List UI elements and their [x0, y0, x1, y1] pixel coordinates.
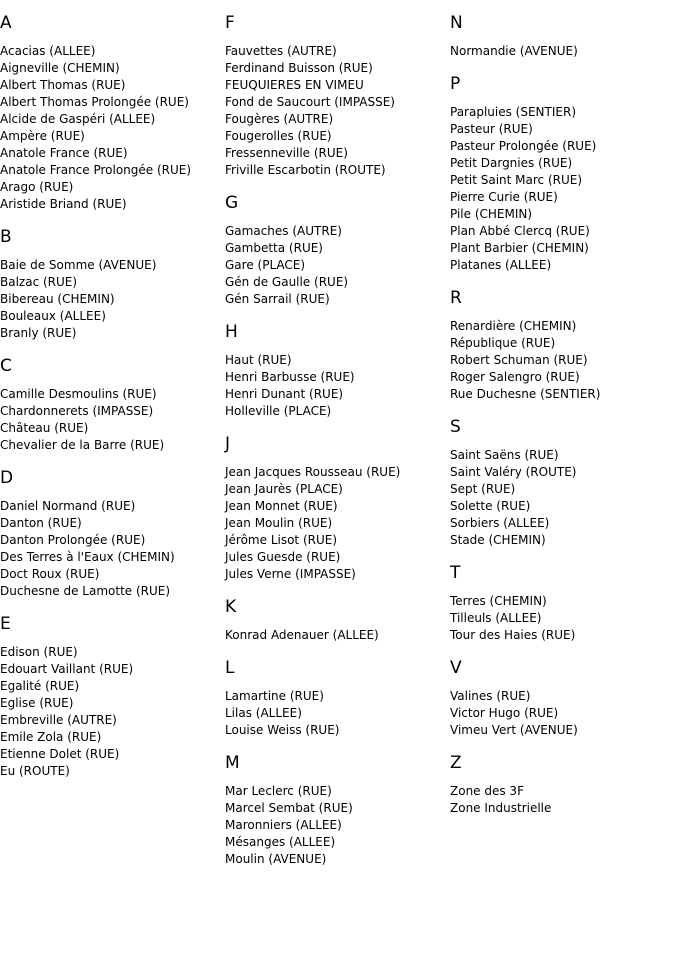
street-name: Solette (RUE)	[450, 499, 531, 513]
section-letter-heading: C	[0, 356, 12, 376]
street-list	[0, 644, 225, 780]
section-letter-heading: A	[0, 13, 12, 33]
street-name: Bouleaux (ALLEE)	[0, 309, 106, 323]
letter-section	[0, 13, 225, 213]
street-name: Danton (RUE)	[0, 516, 82, 530]
street-name: Aristide Briand (RUE)	[0, 197, 127, 211]
street-name: Anatole France Prolongée (RUE)	[0, 163, 192, 177]
letter-section	[225, 322, 450, 420]
section-letter-heading: B	[0, 227, 12, 247]
index-column	[0, 13, 225, 882]
street-name: Lamartine (RUE)	[225, 689, 324, 703]
letter-section	[450, 74, 675, 274]
street-name: Chardonnerets (IMPASSE)	[0, 404, 154, 418]
street-list	[450, 104, 675, 274]
street-name: Mésanges (ALLEE)	[225, 835, 336, 849]
street-name: Pile (CHEMIN)	[450, 207, 533, 221]
street-name: Château (RUE)	[0, 421, 89, 435]
street-name: Des Terres à l'Eaux (CHEMIN)	[0, 550, 175, 564]
street-name: Fougerolles (RUE)	[225, 129, 332, 143]
street-name: Duchesne de Lamotte (RUE)	[0, 584, 171, 598]
street-name: Etienne Dolet (RUE)	[0, 747, 120, 761]
section-letter-heading: P	[450, 74, 461, 94]
street-name: Egalité (RUE)	[0, 679, 80, 693]
street-list	[0, 257, 225, 342]
street-list	[450, 688, 675, 739]
street-name: Fauvettes (AUTRE)	[225, 44, 337, 58]
letter-section	[450, 563, 675, 644]
street-name: Platanes (ALLEE)	[450, 258, 552, 272]
street-name: Terres (CHEMIN)	[450, 594, 547, 608]
letter-section	[450, 658, 675, 739]
street-list	[0, 386, 225, 454]
street-list	[0, 43, 225, 213]
street-list	[0, 498, 225, 600]
street-name: Haut (RUE)	[225, 353, 292, 367]
street-name: Jules Guesde (RUE)	[225, 550, 341, 564]
letter-section	[450, 417, 675, 549]
street-name: Anatole France (RUE)	[0, 146, 128, 160]
street-name: Pasteur Prolongée (RUE)	[450, 139, 597, 153]
street-name: Jean Jaurès (PLACE)	[225, 482, 343, 496]
street-name: Normandie (AVENUE)	[450, 44, 578, 58]
street-name: Mar Leclerc (RUE)	[225, 784, 332, 798]
street-name: Jean Monnet (RUE)	[225, 499, 338, 513]
letter-section	[0, 356, 225, 454]
street-name: FEUQUIERES EN VIMEU	[225, 78, 364, 92]
letter-section	[225, 658, 450, 739]
street-name: Balzac (RUE)	[0, 275, 78, 289]
section-letter-heading: S	[450, 417, 461, 437]
index-column	[450, 13, 675, 882]
street-list	[450, 318, 675, 403]
street-name: Sept (RUE)	[450, 482, 516, 496]
street-name: Saint Valéry (ROUTE)	[450, 465, 577, 479]
section-letter-heading: M	[225, 753, 240, 773]
street-name: Alcide de Gaspéri (ALLEE)	[0, 112, 156, 126]
street-list	[225, 43, 450, 179]
street-name: Chevalier de la Barre (RUE)	[0, 438, 165, 452]
street-list	[225, 464, 450, 583]
section-letter-heading: T	[450, 563, 461, 583]
street-name: Plant Barbier (CHEMIN)	[450, 241, 589, 255]
street-list	[225, 223, 450, 308]
street-name: Roger Salengro (RUE)	[450, 370, 580, 384]
street-name: Henri Dunant (RUE)	[225, 387, 344, 401]
section-letter-heading: K	[225, 597, 237, 617]
letter-section	[450, 13, 675, 60]
street-name: Fond de Saucourt (IMPASSE)	[225, 95, 395, 109]
section-letter-heading: J	[225, 434, 231, 454]
street-list	[225, 783, 450, 868]
section-letter-heading: G	[225, 193, 239, 213]
street-name: Pasteur (RUE)	[450, 122, 533, 136]
letter-section	[225, 193, 450, 308]
street-name: Gén Sarrail (RUE)	[225, 292, 330, 306]
street-name: Gén de Gaulle (RUE)	[225, 275, 349, 289]
letter-section	[0, 468, 225, 600]
street-name: Gare (PLACE)	[225, 258, 306, 272]
section-letter-heading: H	[225, 322, 238, 342]
street-name: Branly (RUE)	[0, 326, 77, 340]
street-name: Lilas (ALLEE)	[225, 706, 302, 720]
street-list	[225, 688, 450, 739]
street-name: Robert Schuman (RUE)	[450, 353, 588, 367]
letter-section	[0, 227, 225, 342]
street-name: Rue Duchesne (SENTIER)	[450, 387, 601, 401]
street-name: Saint Saëns (RUE)	[450, 448, 559, 462]
section-letter-heading: N	[450, 13, 463, 33]
street-name: Gamaches (AUTRE)	[225, 224, 342, 238]
street-name: Pierre Curie (RUE)	[450, 190, 558, 204]
street-list	[225, 627, 450, 644]
street-name: Tilleuls (ALLEE)	[450, 611, 542, 625]
street-name: Friville Escarbotin (ROUTE)	[225, 163, 386, 177]
street-name: Edouart Vaillant (RUE)	[0, 662, 134, 676]
street-name: Jean Moulin (RUE)	[225, 516, 333, 530]
street-name: Zone Industrielle	[450, 801, 552, 815]
street-name: Baie de Somme (AVENUE)	[0, 258, 157, 272]
letter-section	[225, 753, 450, 868]
street-name: Eglise (RUE)	[0, 696, 74, 710]
street-name: Marcel Sembat (RUE)	[225, 801, 353, 815]
street-name: Ampère (RUE)	[0, 129, 85, 143]
street-list	[450, 783, 675, 817]
street-name: Renardière (CHEMIN)	[450, 319, 577, 333]
street-name: Konrad Adenauer (ALLEE)	[225, 628, 379, 642]
section-letter-heading: E	[0, 614, 11, 634]
street-list	[450, 43, 675, 60]
street-name: Petit Saint Marc (RUE)	[450, 173, 583, 187]
street-name: Louise Weiss (RUE)	[225, 723, 340, 737]
street-name: Gambetta (RUE)	[225, 241, 323, 255]
letter-section	[225, 13, 450, 179]
street-name: Edison (RUE)	[0, 645, 78, 659]
street-name: Zone des 3F	[450, 784, 524, 798]
street-name: Jean Jacques Rousseau (RUE)	[225, 465, 401, 479]
street-name: Ferdinand Buisson (RUE)	[225, 61, 373, 75]
street-name: République (RUE)	[450, 336, 556, 350]
street-name: Embreville (AUTRE)	[0, 713, 117, 727]
index-column	[225, 13, 450, 882]
street-name: Maronniers (ALLEE)	[225, 818, 342, 832]
letter-section	[225, 597, 450, 644]
street-list	[450, 593, 675, 644]
street-name: Henri Barbusse (RUE)	[225, 370, 355, 384]
street-name: Camille Desmoulins (RUE)	[0, 387, 157, 401]
street-name: Arago (RUE)	[0, 180, 74, 194]
street-name: Valines (RUE)	[450, 689, 531, 703]
street-name: Victor Hugo (RUE)	[450, 706, 559, 720]
street-name: Bibereau (CHEMIN)	[0, 292, 115, 306]
letter-section	[0, 614, 225, 780]
street-name: Emile Zola (RUE)	[0, 730, 102, 744]
street-name: Jules Verne (IMPASSE)	[225, 567, 356, 581]
street-name: Albert Thomas (RUE)	[0, 78, 126, 92]
section-letter-heading: R	[450, 288, 462, 308]
street-name: Doct Roux (RUE)	[0, 567, 100, 581]
street-name: Albert Thomas Prolongée (RUE)	[0, 95, 189, 109]
street-name: Vimeu Vert (AVENUE)	[450, 723, 578, 737]
street-name: Aigneville (CHEMIN)	[0, 61, 120, 75]
section-letter-heading: V	[450, 658, 462, 678]
street-name: Acacias (ALLEE)	[0, 44, 96, 58]
street-name: Moulin (AVENUE)	[225, 852, 327, 866]
section-letter-heading: D	[0, 468, 14, 488]
street-name: Eu (ROUTE)	[0, 764, 70, 778]
section-letter-heading: L	[225, 658, 235, 678]
street-name: Stade (CHEMIN)	[450, 533, 546, 547]
letter-section	[450, 288, 675, 403]
street-name: Daniel Normand (RUE)	[0, 499, 136, 513]
letter-section	[450, 753, 675, 817]
street-name: Tour des Haies (RUE)	[450, 628, 576, 642]
street-name: Fougères (AUTRE)	[225, 112, 334, 126]
section-letter-heading: Z	[450, 753, 462, 773]
street-name: Parapluies (SENTIER)	[450, 105, 577, 119]
street-name: Petit Dargnies (RUE)	[450, 156, 573, 170]
street-list	[450, 447, 675, 549]
street-name: Jérôme Lisot (RUE)	[225, 533, 338, 547]
street-list	[225, 352, 450, 420]
letter-section	[225, 434, 450, 583]
street-name: Holleville (PLACE)	[225, 404, 332, 418]
section-letter-heading: F	[225, 13, 235, 33]
street-name: Danton Prolongée (RUE)	[0, 533, 146, 547]
street-name: Fressenneville (RUE)	[225, 146, 348, 160]
street-name: Plan Abbé Clercq (RUE)	[450, 224, 590, 238]
street-name: Sorbiers (ALLEE)	[450, 516, 550, 530]
